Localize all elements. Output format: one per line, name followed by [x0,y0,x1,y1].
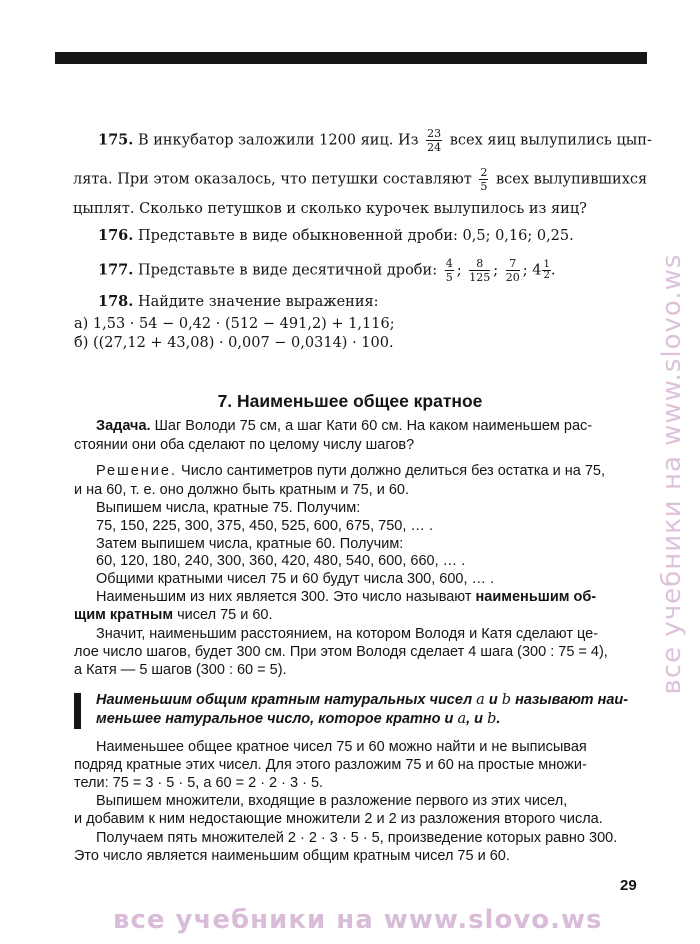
numerator: 2 [480,166,488,179]
term-bold: наименьшим об- [475,589,597,605]
solution-line-1 [96,463,605,479]
problem-text: Найдите значение выражения: [137,294,379,310]
definition-marker [74,693,81,729]
paragraph-1-line-1: Наименьшее общее кратное чисел 75 и 60 можно найти и не выписывая [96,739,587,755]
definition-text: меньшее натуральное число, которое кратно и [96,711,454,727]
problem-text: всех вылупившихся [495,171,648,188]
problem-number: 177. [98,261,134,279]
problem-175-line-2 [73,167,647,192]
solution-line-7: Общими кратными чисел 75 и 60 будут числа 300, 600, … . [96,571,495,587]
numerator: 4 [445,257,453,270]
definition-text: . [496,711,501,727]
task-text: Шаг Володи 75 см, а шаг Кати 60 см. На каком наименьшем рас- [154,418,593,434]
definition-line-1 [96,692,628,708]
fraction [426,128,442,153]
denominator: 5 [445,271,453,284]
problem-text: Представьте в виде обыкновенной дроби: 0,5; 0,16; 0,25. [137,228,574,244]
solution-line-10: Значит, наименьшим расстоянием, на котором Володя и Катя сделают це- [96,626,599,642]
definition-text: и [488,692,498,708]
solution-text: Наименьшим из них является 300. Это число называют [96,589,472,605]
separator: ; [493,262,499,279]
side-watermark: все учебники на www.slovo.ws [657,253,687,695]
solution-line-2: и на 60, т. е. оно должно быть кратным и 75, и 60. [74,482,410,498]
definition-text: Наименьшим общим кратным натуральных чисел [96,692,473,708]
mixed-number-whole: 4 [532,262,542,279]
solution-text: чисел 75 и 60. [177,607,273,623]
solution-line-5: Затем выпишем числа, кратные 60. Получим: [96,536,404,552]
variable-a: a [476,692,485,708]
denominator: 20 [505,271,520,284]
variable-a: a [457,711,467,727]
multiples-60: 60, 120, 180, 240, 300, 360, 420, 480, 540, 600, 660, … . [96,553,466,569]
definition-text: называют наи- [515,692,629,708]
paragraph-2-line-1: Выпишем множители, входящие в разложение первого из этих чисел, [96,793,568,809]
problem-178-line-1 [98,293,379,310]
denominator: 5 [480,180,488,193]
separator: ; [456,262,462,279]
problem-number: 175. [98,131,134,149]
separator: ; [522,262,528,279]
task-line-2: стоянии они оба сделают по целому числу шагов? [74,437,415,453]
problem-176 [98,227,574,244]
numerator: 7 [506,258,520,271]
problem-175-line-1 [98,128,652,153]
problem-text: всех яиц вылупились цып- [449,132,652,149]
definition-line-2 [96,711,500,727]
problem-178-b: б) ((27,12 + 43,08) · 0,007 − 0,0314) · 100. [74,335,394,351]
fraction [479,167,488,192]
page-number: 29 [620,877,637,894]
mixed-number-fraction [542,260,550,281]
paragraph-3-line-2: Это число является наименьшим общим кратным чисел 75 и 60. [74,848,510,864]
problem-number: 178. [98,293,134,310]
solution-line-9 [74,607,273,623]
fraction [445,258,454,283]
paragraph-1-line-2: подряд кратные этих чисел. Для этого разложим 75 и 60 на простые множи- [74,757,587,773]
term-bold: щим кратным [74,607,174,623]
problem-text: лята. При этом оказалось, что петушки составляют [73,171,472,188]
numerator: 23 [427,127,442,140]
fraction [506,258,520,283]
denominator: 24 [427,141,442,154]
paragraph-3-line-1: Получаем пять множителей 2 · 2 · 3 · 5 · 5, произведение которых равно 300. [96,830,618,846]
separator: . [550,262,556,279]
bottom-watermark: все учебники на www.slovo.ws [113,905,603,935]
numerator: 1 [543,259,550,270]
problem-text: В инкубатор заложили 1200 яиц. Из [137,132,419,149]
paragraph-2-line-2: и добавим к ним недостающие множители 2 и 2 из разложения второго числа. [74,811,603,827]
multiples-75: 75, 150, 225, 300, 375, 450, 525, 600, 675, 750, … . [96,518,433,534]
top-rule [55,52,647,64]
definition-text: , и [466,711,484,727]
solution-label: Решение. [96,463,177,479]
task-line-1 [96,418,592,434]
problem-178-a: а) 1,53 · 54 − 0,42 · (512 − 491,2) + 1,116; [74,316,395,332]
variable-b: b [487,711,497,727]
solution-line-12: а Катя — 5 шагов (300 : 60 = 5). [74,662,287,678]
solution-text: Число сантиметров пути должно делиться без остатка и на 75, [181,463,606,479]
numerator: 8 [469,258,490,271]
problem-number: 176. [98,227,134,244]
solution-line-8 [96,589,596,605]
section-title: 7. Наименьшее общее кратное [217,391,483,411]
problem-175-line-3: цыплят. Сколько петушков и сколько курочек вылупилось из яиц? [73,201,587,217]
solution-line-3: Выпишем числа, кратные 75. Получим: [96,500,361,516]
paragraph-1-line-3: тели: 75 = 3 · 5 · 5, а 60 = 2 · 2 · 3 · 5. [74,775,324,791]
problem-177 [98,258,555,283]
denominator: 125 [469,271,491,284]
problem-text: Представьте в виде десятичной дроби: [137,262,438,279]
task-label: Задача. [96,418,151,434]
fraction [469,258,490,283]
denominator: 2 [543,270,550,281]
variable-b: b [501,692,512,708]
solution-line-11: лое число шагов, будет 300 см. При этом Володя сделает 4 шага (300 : 75 = 4), [74,644,608,660]
